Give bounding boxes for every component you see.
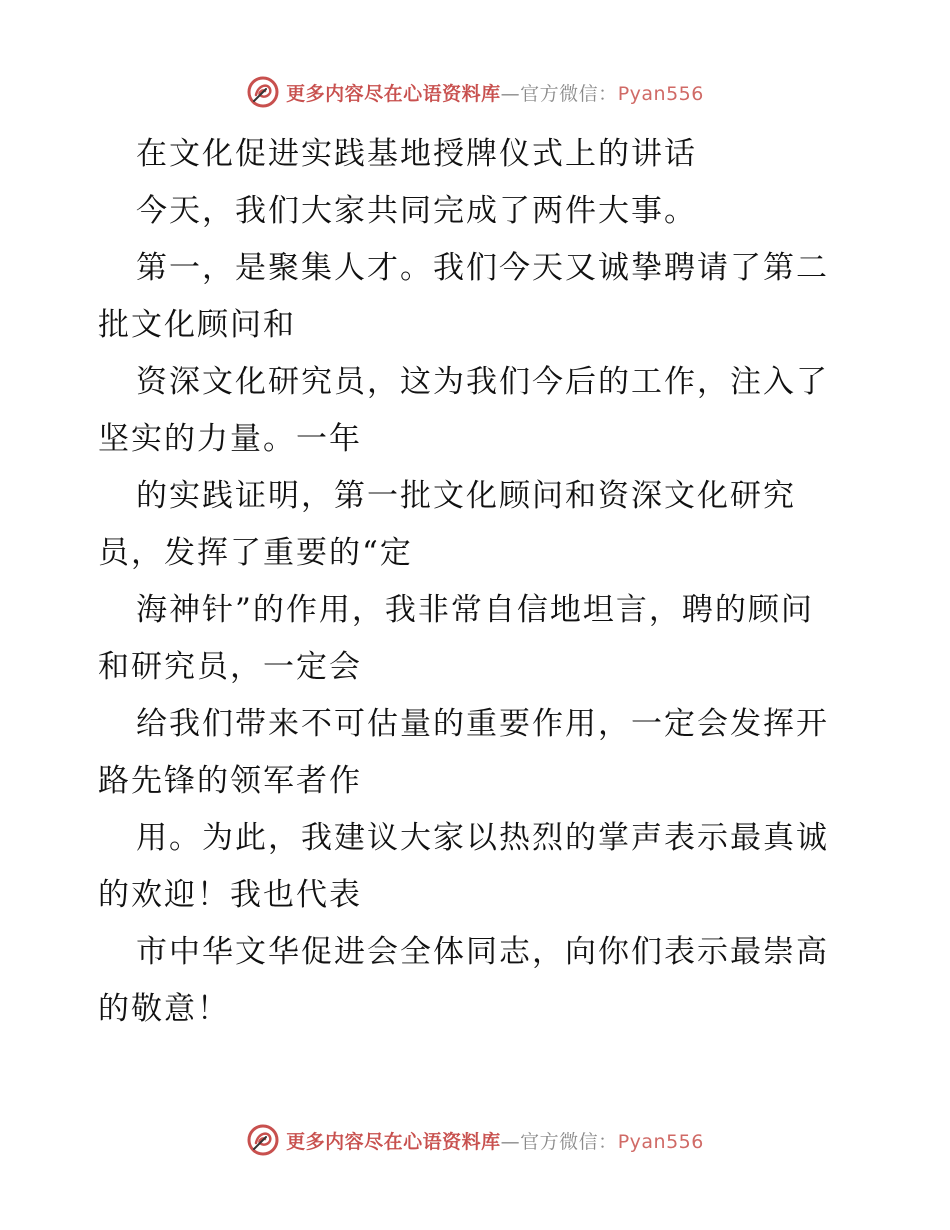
footer-watermark xyxy=(0,1120,950,1160)
red-rose-logo-icon xyxy=(246,1123,280,1157)
paragraph-line: 给我们带来不可估量的重要作用，一定会发挥开 xyxy=(136,706,829,742)
watermark-text xyxy=(286,79,704,106)
watermark-site-name: 更多内容尽在心语资料库 xyxy=(286,82,501,105)
paragraph-line: 今天，我们大家共同完成了两件大事。 xyxy=(136,193,697,229)
header-watermark xyxy=(0,72,950,112)
watermark-site-name: 更多内容尽在心语资料库 xyxy=(286,1130,501,1153)
watermark-wechat-id: Pyan556 xyxy=(617,1130,704,1153)
watermark-wechat-label: —官方微信： xyxy=(500,82,618,105)
paragraph-line: 员，发挥了重要的“定 xyxy=(98,535,413,571)
paragraph-line: 资深文化研究员，这为我们今后的工作，注入了 xyxy=(136,364,829,400)
paragraph-line: 的实践证明，第一批文化顾问和资深文化研究 xyxy=(136,478,796,514)
watermark-text xyxy=(286,1127,704,1154)
paragraph-line: 海神针”的作用，我非常自信地坦言，聘的顾问 xyxy=(136,592,814,628)
paragraph-line: 批文化顾问和 xyxy=(98,307,296,343)
paragraph-line: 第一，是聚集人才。我们今天又诚挚聘请了第二 xyxy=(136,250,829,286)
paragraph-line: 坚实的力量。一年 xyxy=(98,421,362,457)
watermark-wechat-label: —官方微信： xyxy=(500,1130,618,1153)
paragraph-line: 和研究员，一定会 xyxy=(98,649,362,685)
paragraph-line: 市中华文华促进会全体同志，向你们表示最崇高 xyxy=(136,934,829,970)
paragraph-line: 的欢迎！我也代表 xyxy=(98,877,362,913)
paragraph-line: 的敬意！ xyxy=(98,991,230,1027)
paragraph-line: 路先锋的领军者作 xyxy=(98,763,362,799)
document-title: 在文化促进实践基地授牌仪式上的讲话 xyxy=(136,136,697,172)
paragraph-line: 用。为此，我建议大家以热烈的掌声表示最真诚 xyxy=(136,820,829,856)
red-rose-logo-icon xyxy=(246,75,280,109)
watermark-wechat-id: Pyan556 xyxy=(617,82,704,105)
document-body xyxy=(98,126,858,1038)
